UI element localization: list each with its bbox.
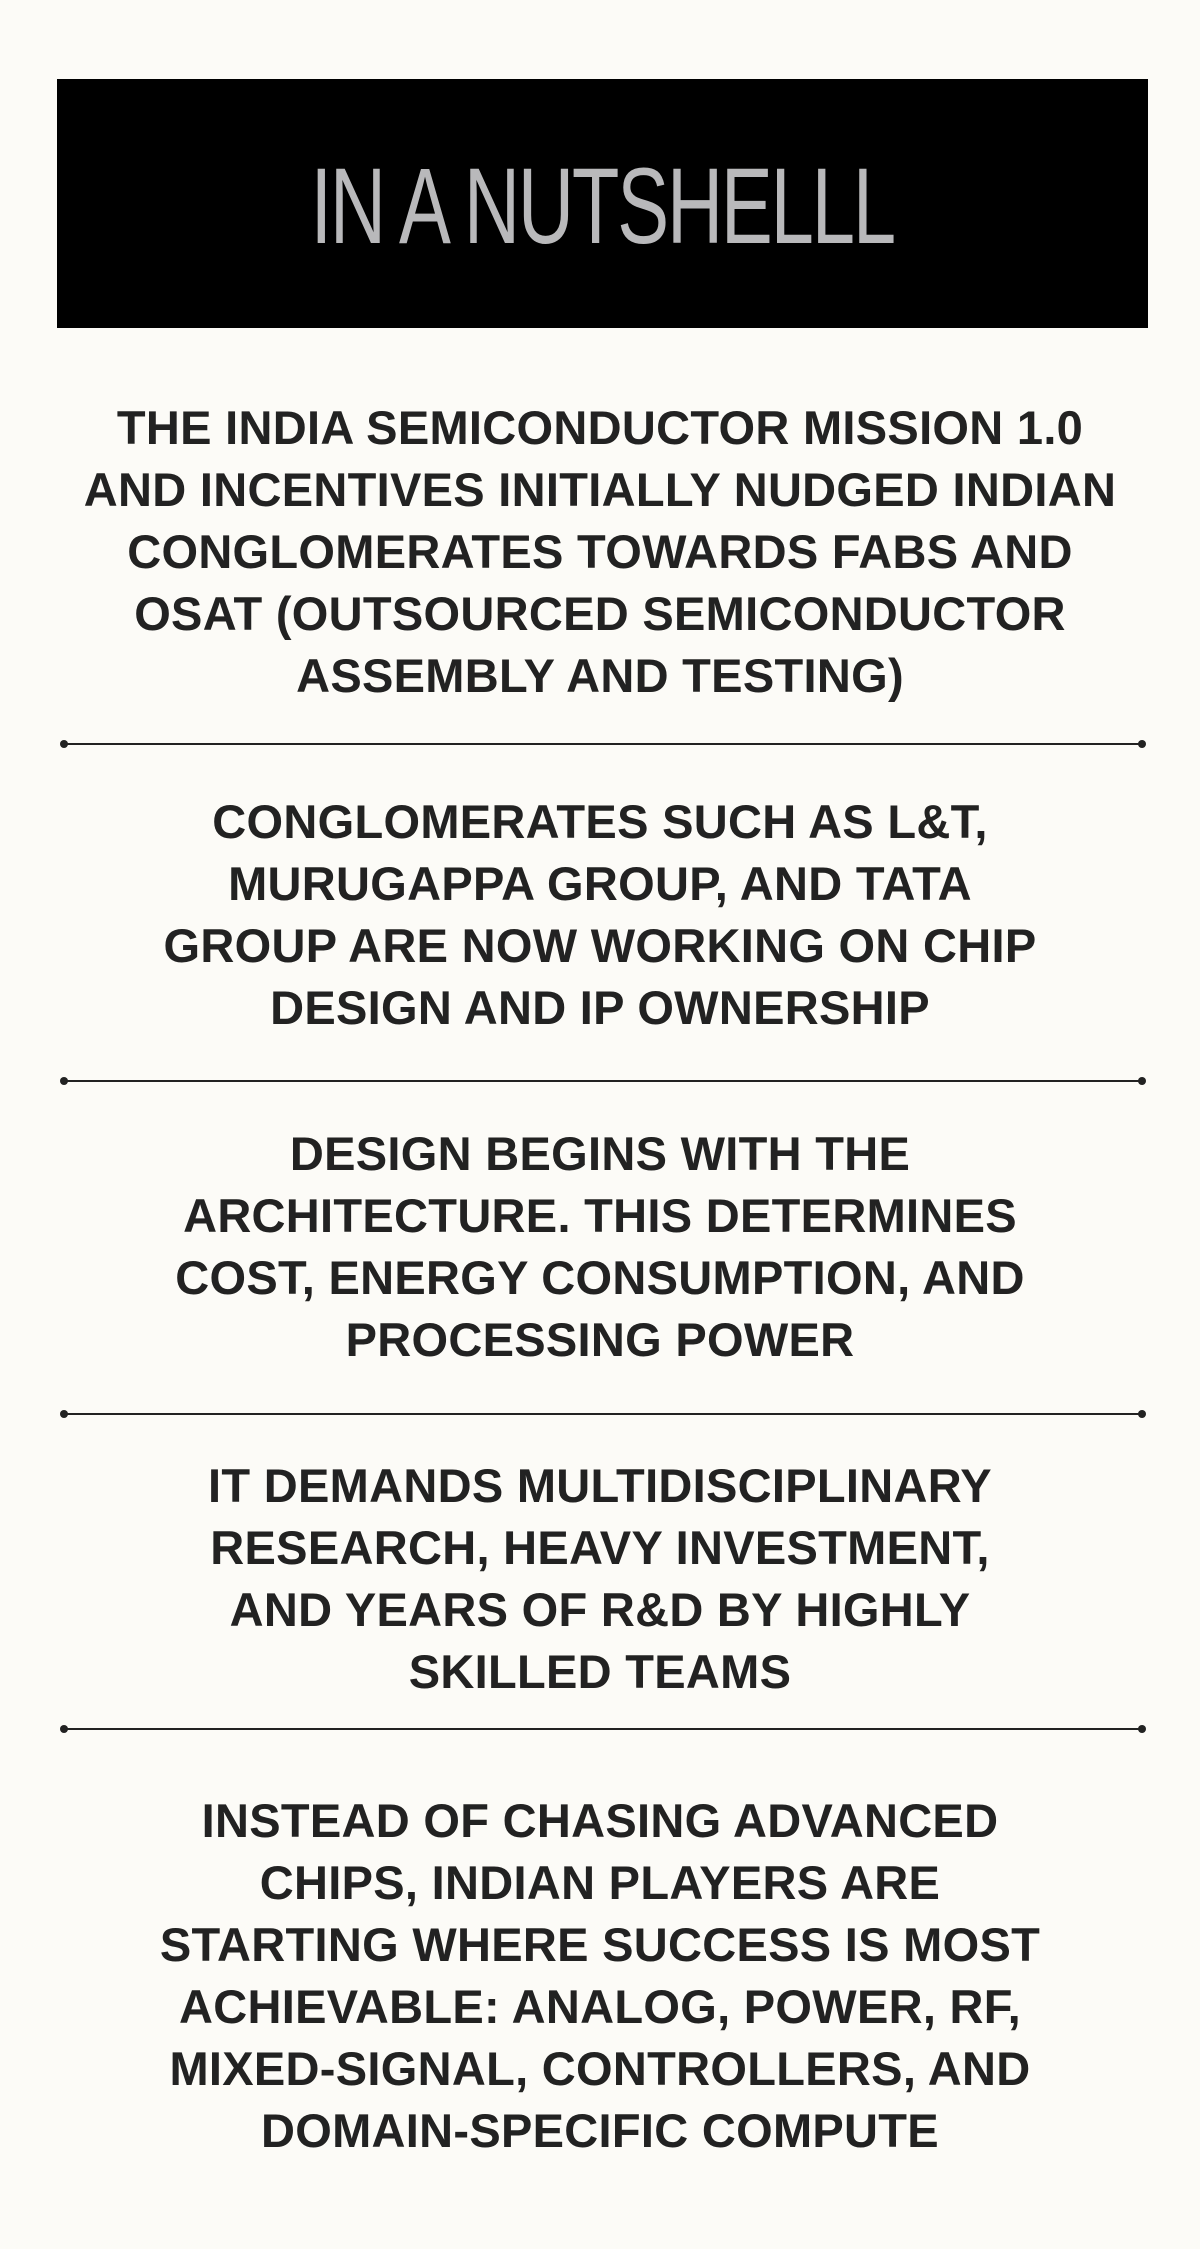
divider-1 <box>64 743 1142 745</box>
point-text-3: DESIGN BEGINS WITH THE ARCHITECTURE. THIS DETERMINES COST, ENERGY CONSUMPTION, AND PROCESSING POWER <box>175 1127 1025 1366</box>
header-banner <box>57 79 1148 328</box>
point-text-2: CONGLOMERATES SUCH AS L&T, MURUGAPPA GROUP, AND TATA GROUP ARE NOW WORKING ON CHIP DESIGN AND IP OWNERSHIP <box>163 795 1037 1034</box>
point-block-4 <box>30 1444 1170 1714</box>
point-block-3 <box>30 1112 1170 1382</box>
page-title: IN A NUTSHELLL <box>310 144 895 266</box>
point-text-4: IT DEMANDS MULTIDISCIPLINARY RESEARCH, HEAVY INVESTMENT, AND YEARS OF R&D BY HIGHLY SKILLED TEAMS <box>208 1459 992 1698</box>
divider-4 <box>64 1728 1142 1730</box>
point-text-5: INSTEAD OF CHASING ADVANCED CHIPS, INDIAN PLAYERS ARE STARTING WHERE SUCCESS IS MOST ACHIEVABLE: ANALOG, POWER, RF, MIXED-SIGNAL, CONTROLLERS, AND DOMAIN-SPECIFIC COMPUTE <box>159 1794 1041 2157</box>
point-block-5 <box>30 1780 1170 2172</box>
divider-3 <box>64 1413 1142 1415</box>
point-block-1 <box>30 392 1170 712</box>
divider-2 <box>64 1080 1142 1082</box>
point-text-1: THE INDIA SEMICONDUCTOR MISSION 1.0 AND INCENTIVES INITIALLY NUDGED INDIAN CONGLOMERATES TOWARDS FABS AND OSAT (OUTSOURCED SEMICONDUCTOR ASSEMBLY AND TESTING) <box>83 401 1117 702</box>
point-block-2 <box>30 780 1170 1050</box>
